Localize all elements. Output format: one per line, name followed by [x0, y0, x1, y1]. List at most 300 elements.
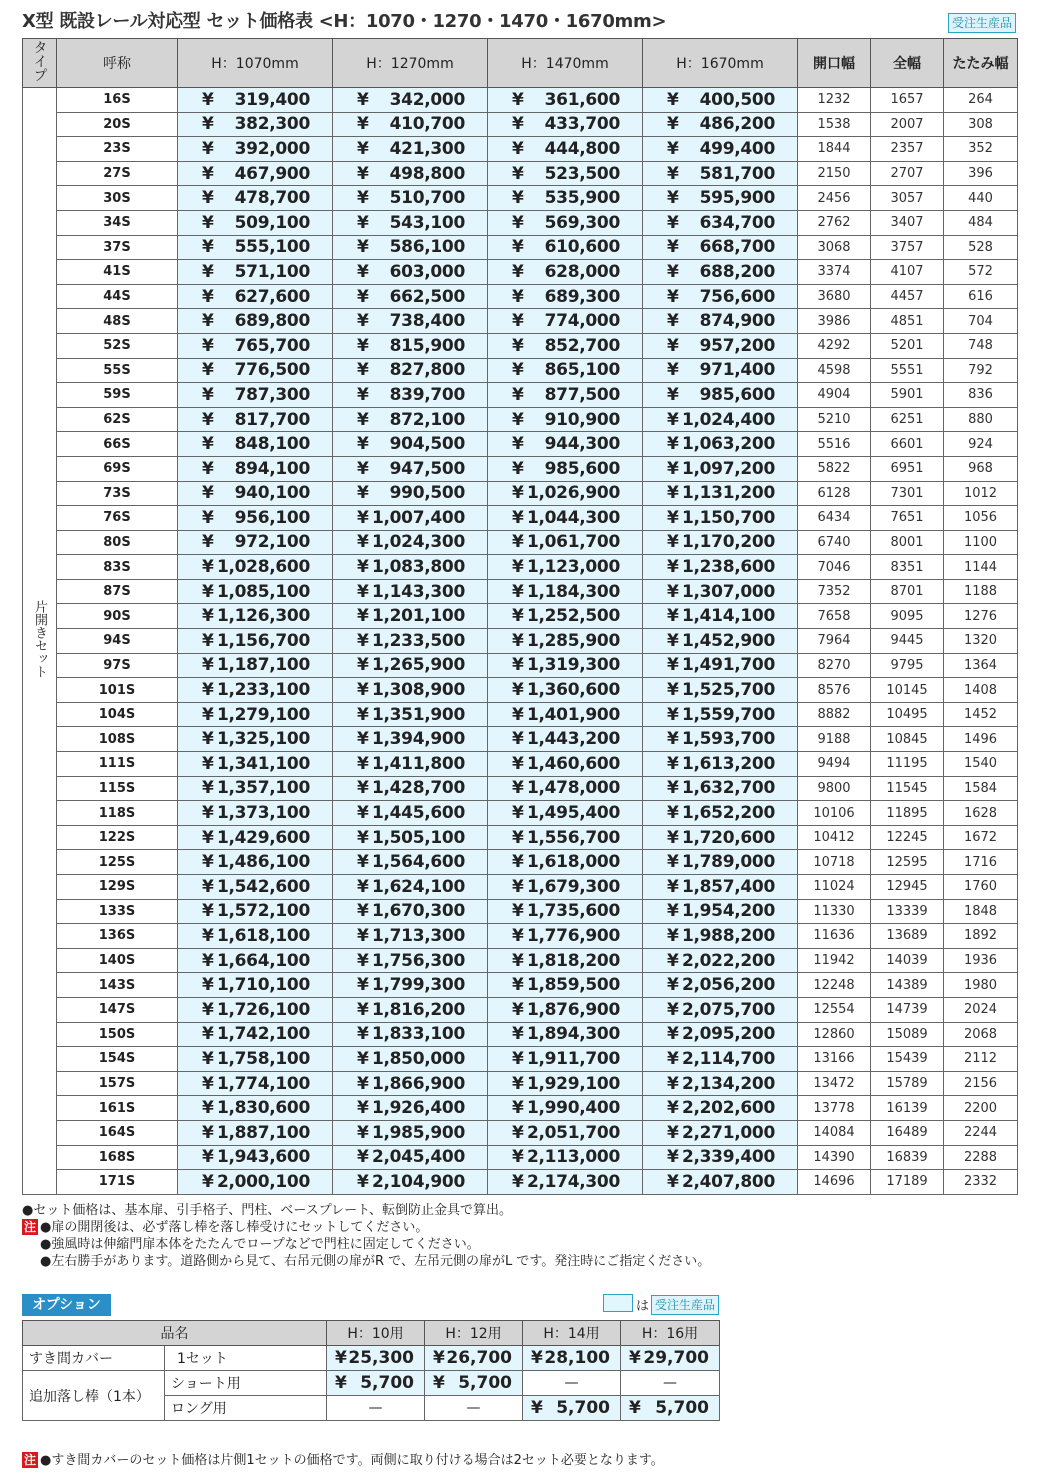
price-cell: ¥ 543,100 [333, 210, 488, 235]
opening-width-cell: 8270 [798, 653, 871, 678]
model-code: 125S [57, 850, 178, 875]
price-row [23, 432, 1018, 457]
price-cell: ¥ 1,954,200 [643, 899, 798, 924]
price-cell: ¥ 1,126,300 [178, 604, 333, 629]
total-width-cell: 10845 [871, 727, 944, 752]
folded-width-cell: 1276 [944, 604, 1018, 629]
caution-mark: 注 [23, 1220, 36, 1234]
opening-width-cell: 4598 [798, 358, 871, 383]
model-code: 62S [57, 407, 178, 432]
option-table [22, 1320, 720, 1421]
price-cell: ¥ 1,307,000 [643, 579, 798, 604]
price-cell: ¥ 1,618,100 [178, 924, 333, 949]
model-code: 87S [57, 579, 178, 604]
price-cell: ¥ 1,044,300 [488, 506, 643, 531]
price-cell: ¥ 1,150,700 [643, 506, 798, 531]
price-cell: ¥ 603,000 [333, 260, 488, 285]
price-cell: ¥ 2,104,900 [333, 1170, 488, 1195]
folded-width-cell: 572 [944, 260, 1018, 285]
model-code: 83S [57, 555, 178, 580]
price-cell: ¥ 2,339,400 [643, 1145, 798, 1170]
price-cell: ¥ 776,500 [178, 358, 333, 383]
legend-swatch [603, 1294, 633, 1312]
total-width-cell: 10145 [871, 678, 944, 703]
price-cell: ¥ 2,134,200 [643, 1071, 798, 1096]
price-row [23, 997, 1018, 1022]
price-row [23, 456, 1018, 481]
price-cell: ¥ 400,500 [643, 88, 798, 113]
price-cell: ¥ 1,238,600 [643, 555, 798, 580]
total-width-cell: 13689 [871, 924, 944, 949]
col-header-folded-width: たたみ幅 [944, 39, 1018, 88]
opening-width-cell: 3068 [798, 235, 871, 260]
price-cell: ¥ 1,713,300 [333, 924, 488, 949]
opening-width-cell: 8882 [798, 702, 871, 727]
model-code: 90S [57, 604, 178, 629]
opt-item-name: すき間カバー [23, 1346, 165, 1371]
price-cell: ¥ 392,000 [178, 137, 333, 162]
model-code: 69S [57, 456, 178, 481]
price-cell: ¥ 1,460,600 [488, 752, 643, 777]
opening-width-cell: 3680 [798, 284, 871, 309]
model-code: 80S [57, 530, 178, 555]
price-cell: ¥ 421,300 [333, 137, 488, 162]
price-cell: ¥ 444,800 [488, 137, 643, 162]
price-row [23, 899, 1018, 924]
price-row [23, 1096, 1018, 1121]
opening-width-cell: 3374 [798, 260, 871, 285]
price-cell: ¥ 1,429,600 [178, 825, 333, 850]
price-cell: ¥ 947,500 [333, 456, 488, 481]
model-code: 157S [57, 1071, 178, 1096]
opening-width-cell: 13472 [798, 1071, 871, 1096]
price-row [23, 88, 1018, 113]
total-width-cell: 16139 [871, 1096, 944, 1121]
total-width-cell: 3407 [871, 210, 944, 235]
price-row [23, 260, 1018, 285]
total-width-cell: 5901 [871, 383, 944, 408]
price-row [23, 1170, 1018, 1195]
model-code: 44S [57, 284, 178, 309]
price-row [23, 1071, 1018, 1096]
folded-width-cell: 396 [944, 161, 1018, 186]
price-table [22, 38, 1018, 1195]
price-cell: ¥ 1,799,300 [333, 973, 488, 998]
price-cell: ¥ 2,075,700 [643, 997, 798, 1022]
folded-width-cell: 484 [944, 210, 1018, 235]
opt-item-name: 追加落し棒（1本） [23, 1371, 165, 1421]
total-width-cell: 15789 [871, 1071, 944, 1096]
price-row [23, 924, 1018, 949]
opt-not-available: — [621, 1371, 720, 1396]
col-header-total-width: 全幅 [871, 39, 944, 88]
model-code: 27S [57, 161, 178, 186]
folded-width-cell: 924 [944, 432, 1018, 457]
price-cell: ¥ 985,600 [488, 456, 643, 481]
price-row [23, 579, 1018, 604]
price-cell: ¥ 1,414,100 [643, 604, 798, 629]
price-cell: ¥ 1,285,900 [488, 629, 643, 654]
price-cell: ¥ 342,000 [333, 88, 488, 113]
price-cell: ¥ 662,500 [333, 284, 488, 309]
price-cell: ¥ 2,202,600 [643, 1096, 798, 1121]
price-row [23, 653, 1018, 678]
total-width-cell: 16839 [871, 1145, 944, 1170]
price-cell: ¥ 839,700 [333, 383, 488, 408]
price-cell: ¥ 1,187,100 [178, 653, 333, 678]
model-code: 94S [57, 629, 178, 654]
price-cell: ¥ 865,100 [488, 358, 643, 383]
price-cell: ¥ 1,887,100 [178, 1120, 333, 1145]
option-row-gap-cover [23, 1346, 720, 1371]
price-cell: ¥ 1,866,900 [333, 1071, 488, 1096]
model-code: 122S [57, 825, 178, 850]
price-cell: ¥ 510,700 [333, 186, 488, 211]
price-row [23, 850, 1018, 875]
price-cell: ¥ 1,559,700 [643, 702, 798, 727]
opening-width-cell: 5210 [798, 407, 871, 432]
folded-width-cell: 2244 [944, 1120, 1018, 1145]
model-code: 20S [57, 112, 178, 137]
price-cell: ¥ 498,800 [333, 161, 488, 186]
price-row [23, 629, 1018, 654]
folded-width-cell: 792 [944, 358, 1018, 383]
price-cell: ¥ 1,024,400 [643, 407, 798, 432]
folded-width-cell: 264 [944, 88, 1018, 113]
folded-width-cell: 2200 [944, 1096, 1018, 1121]
price-cell: ¥ 2,407,800 [643, 1170, 798, 1195]
price-cell: ¥ 1,265,900 [333, 653, 488, 678]
opt-not-available: — [327, 1396, 425, 1421]
price-cell: ¥ 595,900 [643, 186, 798, 211]
price-cell: ¥ 668,700 [643, 235, 798, 260]
opening-width-cell: 11330 [798, 899, 871, 924]
price-row [23, 383, 1018, 408]
price-cell: ¥ 1,452,900 [643, 629, 798, 654]
price-cell: ¥ 1,710,100 [178, 973, 333, 998]
opening-width-cell: 6434 [798, 506, 871, 531]
price-cell: ¥ 756,600 [643, 284, 798, 309]
price-cell: ¥ 1,443,200 [488, 727, 643, 752]
price-cell: ¥ 523,500 [488, 161, 643, 186]
price-row [23, 948, 1018, 973]
price-cell: ¥ 1,985,900 [333, 1120, 488, 1145]
total-width-cell: 15439 [871, 1047, 944, 1072]
price-cell: ¥ 1,943,600 [178, 1145, 333, 1170]
model-code: 140S [57, 948, 178, 973]
total-width-cell: 15089 [871, 1022, 944, 1047]
price-row [23, 284, 1018, 309]
price-cell: ¥ 1,618,000 [488, 850, 643, 875]
price-cell: ¥ 1,351,900 [333, 702, 488, 727]
opening-width-cell: 13166 [798, 1047, 871, 1072]
opening-width-cell: 9188 [798, 727, 871, 752]
total-width-cell: 17189 [871, 1170, 944, 1195]
price-cell: ¥ 1,833,100 [333, 1022, 488, 1047]
total-width-cell: 7301 [871, 481, 944, 506]
total-width-cell: 11545 [871, 776, 944, 801]
model-code: 76S [57, 506, 178, 531]
note-line: ●強風時は伸縮門扉本体をたたんでロープなどで門柱に固定してください。 [40, 1237, 480, 1252]
price-cell: ¥ 2,113,000 [488, 1145, 643, 1170]
price-cell: ¥ 1,401,900 [488, 702, 643, 727]
price-cell: ¥ 586,100 [333, 235, 488, 260]
price-cell: ¥ 1,876,900 [488, 997, 643, 1022]
model-code: 154S [57, 1047, 178, 1072]
total-width-cell: 4107 [871, 260, 944, 285]
price-cell: ¥ 1,726,100 [178, 997, 333, 1022]
model-code: 118S [57, 801, 178, 826]
price-cell: ¥ 1,929,100 [488, 1071, 643, 1096]
total-width-cell: 14739 [871, 997, 944, 1022]
total-width-cell: 2357 [871, 137, 944, 162]
model-code: 111S [57, 752, 178, 777]
price-row [23, 506, 1018, 531]
opt-price: ¥ 26,700 [425, 1346, 523, 1371]
folded-width-cell: 2068 [944, 1022, 1018, 1047]
price-cell: ¥ 877,500 [488, 383, 643, 408]
price-cell: ¥ 815,900 [333, 333, 488, 358]
opening-width-cell: 1844 [798, 137, 871, 162]
model-code: 48S [57, 309, 178, 334]
price-cell: ¥ 1,024,300 [333, 530, 488, 555]
price-cell: ¥ 827,800 [333, 358, 488, 383]
price-cell: ¥ 361,600 [488, 88, 643, 113]
price-cell: ¥ 985,600 [643, 383, 798, 408]
total-width-cell: 3057 [871, 186, 944, 211]
opt-not-available: — [425, 1396, 523, 1421]
folded-width-cell: 1012 [944, 481, 1018, 506]
price-cell: ¥ 1,341,100 [178, 752, 333, 777]
total-width-cell: 8701 [871, 579, 944, 604]
price-cell: ¥ 2,095,200 [643, 1022, 798, 1047]
price-cell: ¥ 1,061,700 [488, 530, 643, 555]
price-cell: ¥ 1,613,200 [643, 752, 798, 777]
model-code: 129S [57, 875, 178, 900]
opening-width-cell: 5822 [798, 456, 871, 481]
folded-width-cell: 1716 [944, 850, 1018, 875]
opt-header-h14: H：14用 [523, 1321, 621, 1346]
folded-width-cell: 2332 [944, 1170, 1018, 1195]
price-cell: ¥ 433,700 [488, 112, 643, 137]
folded-width-cell: 748 [944, 333, 1018, 358]
price-row [23, 1145, 1018, 1170]
price-row [23, 407, 1018, 432]
note-line: ●セット価格は、基本扉、引手格子、門柱、ベースプレート、転倒防止金具で算出。 [22, 1203, 513, 1218]
price-cell: ¥ 1,495,400 [488, 801, 643, 826]
total-width-cell: 8351 [871, 555, 944, 580]
price-cell: ¥ 852,700 [488, 333, 643, 358]
opening-width-cell: 7658 [798, 604, 871, 629]
folded-width-cell: 2024 [944, 997, 1018, 1022]
caution-mark: 注 [23, 1453, 36, 1467]
total-width-cell: 6251 [871, 407, 944, 432]
total-width-cell: 8001 [871, 530, 944, 555]
folded-width-cell: 880 [944, 407, 1018, 432]
total-width-cell: 2707 [871, 161, 944, 186]
total-width-cell: 3757 [871, 235, 944, 260]
opt-header-h10: H：10用 [327, 1321, 425, 1346]
total-width-cell: 11195 [871, 752, 944, 777]
folded-width-cell: 704 [944, 309, 1018, 334]
total-width-cell: 4457 [871, 284, 944, 309]
price-cell: ¥ 2,000,100 [178, 1170, 333, 1195]
price-cell: ¥ 874,900 [643, 309, 798, 334]
price-cell: ¥ 1,830,600 [178, 1096, 333, 1121]
folded-width-cell: 1672 [944, 825, 1018, 850]
opening-width-cell: 11024 [798, 875, 871, 900]
folded-width-cell: 1540 [944, 752, 1018, 777]
price-cell: ¥ 971,400 [643, 358, 798, 383]
total-width-cell: 12595 [871, 850, 944, 875]
price-cell: ¥ 1,233,500 [333, 629, 488, 654]
opening-width-cell: 12248 [798, 973, 871, 998]
opt-item-sub: ロング用 [165, 1396, 327, 1421]
price-cell: ¥ 627,600 [178, 284, 333, 309]
col-header-h1470: H：1470mm [488, 39, 643, 88]
price-cell: ¥ 774,000 [488, 309, 643, 334]
price-cell: ¥ 467,900 [178, 161, 333, 186]
price-cell: ¥ 1,279,100 [178, 702, 333, 727]
price-cell: ¥ 1,252,500 [488, 604, 643, 629]
col-header-h1070: H：1070mm [178, 39, 333, 88]
opening-width-cell: 8576 [798, 678, 871, 703]
opening-width-cell: 11636 [798, 924, 871, 949]
price-cell: ¥ 1,542,600 [178, 875, 333, 900]
folded-width-cell: 616 [944, 284, 1018, 309]
price-cell: ¥ 1,428,700 [333, 776, 488, 801]
folded-width-cell: 1144 [944, 555, 1018, 580]
opening-width-cell: 12554 [798, 997, 871, 1022]
price-cell: ¥ 1,742,100 [178, 1022, 333, 1047]
price-cell: ¥ 1,911,700 [488, 1047, 643, 1072]
price-cell: ¥ 1,857,400 [643, 875, 798, 900]
folded-width-cell: 1408 [944, 678, 1018, 703]
price-cell: ¥ 1,026,900 [488, 481, 643, 506]
folded-width-cell: 1056 [944, 506, 1018, 531]
price-cell: ¥ 1,735,600 [488, 899, 643, 924]
price-cell: ¥ 1,411,800 [333, 752, 488, 777]
folded-width-cell: 1584 [944, 776, 1018, 801]
price-cell: ¥ 940,100 [178, 481, 333, 506]
price-row [23, 210, 1018, 235]
model-code: 133S [57, 899, 178, 924]
price-cell: ¥ 1,564,600 [333, 850, 488, 875]
price-cell: ¥ 634,700 [643, 210, 798, 235]
opening-width-cell: 4904 [798, 383, 871, 408]
price-cell: ¥ 1,170,200 [643, 530, 798, 555]
opt-price: ¥ 25,300 [327, 1346, 425, 1371]
price-cell: ¥ 2,271,000 [643, 1120, 798, 1145]
price-cell: ¥ 688,200 [643, 260, 798, 285]
total-width-cell: 6601 [871, 432, 944, 457]
opening-width-cell: 14696 [798, 1170, 871, 1195]
opt-price: ¥ 5,700 [327, 1371, 425, 1396]
total-width-cell: 5551 [871, 358, 944, 383]
price-cell: ¥ 1,720,600 [643, 825, 798, 850]
opening-width-cell: 1538 [798, 112, 871, 137]
folded-width-cell: 1760 [944, 875, 1018, 900]
model-code: 104S [57, 702, 178, 727]
price-cell: ¥ 1,926,400 [333, 1096, 488, 1121]
total-width-cell: 6951 [871, 456, 944, 481]
price-cell: ¥ 509,100 [178, 210, 333, 235]
made-to-order-badge: 受注生産品 [948, 13, 1016, 33]
opening-width-cell: 4292 [798, 333, 871, 358]
price-row [23, 555, 1018, 580]
opening-width-cell: 3986 [798, 309, 871, 334]
model-code: 23S [57, 137, 178, 162]
model-code: 66S [57, 432, 178, 457]
opening-width-cell: 14390 [798, 1145, 871, 1170]
foot-note: 注 ●すき間カバーのセット価格は片側1セットの価格です。両側に取り付ける場合は2セット必要となります。 [23, 1453, 664, 1468]
price-cell: ¥ 1,664,100 [178, 948, 333, 973]
model-code: 115S [57, 776, 178, 801]
total-width-cell: 4851 [871, 309, 944, 334]
folded-width-cell: 528 [944, 235, 1018, 260]
opt-price: ¥ 28,100 [523, 1346, 621, 1371]
opening-width-cell: 2456 [798, 186, 871, 211]
price-row [23, 825, 1018, 850]
price-cell: ¥ 382,300 [178, 112, 333, 137]
price-cell: ¥ 569,300 [488, 210, 643, 235]
total-width-cell: 14039 [871, 948, 944, 973]
page-title: X型 既設レール対応型 セット価格表 <H：1070・1270・1470・1670mm> [22, 11, 667, 32]
price-cell: ¥ 1,572,100 [178, 899, 333, 924]
folded-width-cell: 836 [944, 383, 1018, 408]
price-cell: ¥ 972,100 [178, 530, 333, 555]
model-code: 97S [57, 653, 178, 678]
price-cell: ¥ 1,818,200 [488, 948, 643, 973]
model-code: 150S [57, 1022, 178, 1047]
opt-price: ¥ 5,700 [621, 1396, 720, 1421]
folded-width-cell: 1980 [944, 973, 1018, 998]
folded-width-cell: 1936 [944, 948, 1018, 973]
price-cell: ¥ 1,850,000 [333, 1047, 488, 1072]
price-cell: ¥ 1,123,000 [488, 555, 643, 580]
price-cell: ¥ 894,100 [178, 456, 333, 481]
opening-width-cell: 10412 [798, 825, 871, 850]
price-row [23, 752, 1018, 777]
price-cell: ¥ 1,486,100 [178, 850, 333, 875]
folded-width-cell: 352 [944, 137, 1018, 162]
price-table-header [23, 39, 1018, 88]
price-cell: ¥ 1,670,300 [333, 899, 488, 924]
note-line: 注 ●扉の開閉後は、必ず落し棒を落し棒受けにセットしてください。 [23, 1220, 429, 1235]
folded-width-cell: 1496 [944, 727, 1018, 752]
total-width-cell: 9095 [871, 604, 944, 629]
options-section-label: オプション [22, 1294, 111, 1316]
notes-block [22, 1202, 710, 1270]
price-cell: ¥ 956,100 [178, 506, 333, 531]
model-code: 108S [57, 727, 178, 752]
opening-width-cell: 10718 [798, 850, 871, 875]
price-row [23, 702, 1018, 727]
model-code: 37S [57, 235, 178, 260]
opening-width-cell: 7964 [798, 629, 871, 654]
model-code: 136S [57, 924, 178, 949]
price-cell: ¥ 1,491,700 [643, 653, 798, 678]
price-cell: ¥ 478,700 [178, 186, 333, 211]
model-code: 161S [57, 1096, 178, 1121]
price-cell: ¥ 1,373,100 [178, 801, 333, 826]
col-header-opening-width: 開口幅 [798, 39, 871, 88]
price-cell: ¥ 1,325,100 [178, 727, 333, 752]
total-width-cell: 14389 [871, 973, 944, 998]
price-cell: ¥ 2,056,200 [643, 973, 798, 998]
folded-width-cell: 1188 [944, 579, 1018, 604]
model-code: 16S [57, 88, 178, 113]
